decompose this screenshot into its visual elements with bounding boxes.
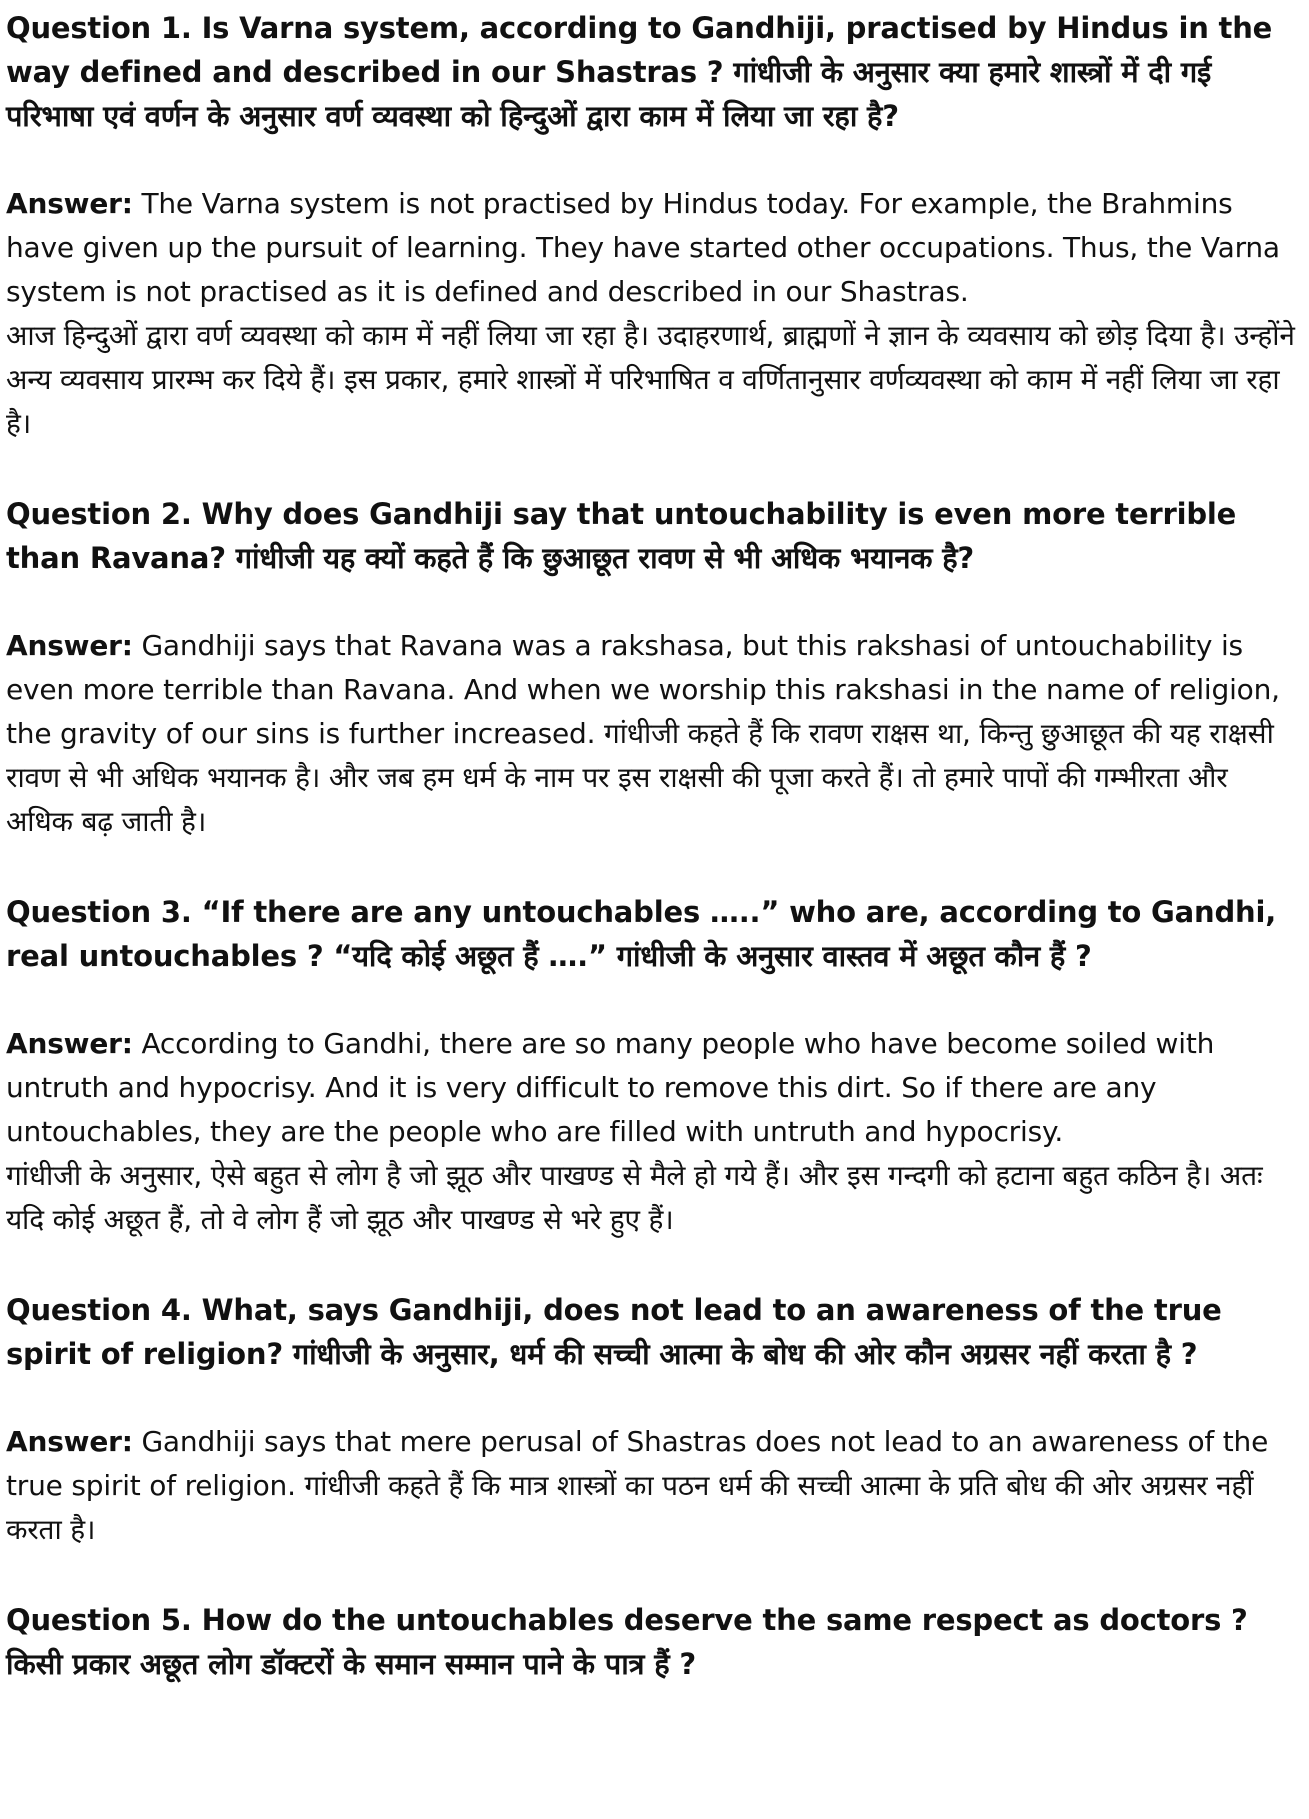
qa-block-5 bbox=[6, 1598, 1302, 1686]
answer-label: Answer: bbox=[6, 1425, 133, 1458]
answer-label: Answer: bbox=[6, 1027, 133, 1060]
question-1: Question 1. Is Varna system, according to Gandhiji, practised by Hindus in the way defined and described in our Shastras ? गांधीजी के अनुसार क्या हमारे शास्त्रों में दी गई परिभाषा एवं वर्णन के अनुसार वर्ण व्यवस्था को हिन्दुओं द्वारा काम में लिया जा रहा है? bbox=[6, 11, 1273, 133]
question-2: Question 2. Why does Gandhiji say that untouchability is even more terrible than Ravana? गांधीजी यह क्यों कहते हैं कि छुआछूत रावण से भी अधिक भयानक है? bbox=[6, 497, 1237, 575]
answer-english: The Varna system is not practised by Hindus today. For example, the Brahmins have given up the pursuit of learning. They have started other occupations. Thus, the Varna system is not practised as it is defined and described in our Shastras. bbox=[6, 187, 1280, 308]
document-page bbox=[6, 6, 1302, 1686]
answer-4 bbox=[6, 1420, 1302, 1552]
answer-english: Gandhiji says that Ravana was a rakshasa, but this rakshasi of untouchability is even more terrible than Ravana. And when we worship this rakshasi in the name of religion, the gravity of our sins is further increased. bbox=[6, 629, 1280, 750]
question-5: Question 5. How do the untouchables deserve the same respect as doctors ? किसी प्रकार अछूत लोग डॉक्टरों के समान सम्मान पाने के पात्र हैं ? bbox=[6, 1603, 1248, 1681]
answer-hindi: गांधीजी कहते हैं कि रावण राक्षस था, किन्तु छुआछूत की यह राक्षसी रावण से भी अधिक भयानक है। और जब हम धर्म के नाम पर इस राक्षसी की पूजा करते हैं। तो हमारे पापों की गम्भीरता और अधिक बढ़ जाती है। bbox=[6, 717, 1274, 838]
qa-block-1 bbox=[6, 6, 1302, 446]
qa-block-2 bbox=[6, 492, 1302, 844]
answer-2 bbox=[6, 624, 1302, 844]
answer-english: According to Gandhi, there are so many people who have become soiled with untruth and hypocrisy. And it is very difficult to remove this dirt. So if there are any untouchables, they are the people who are filled with untruth and hypocrisy. bbox=[6, 1027, 1215, 1148]
answer-1 bbox=[6, 182, 1302, 446]
answer-label: Answer: bbox=[6, 629, 133, 662]
answer-english: Gandhiji says that mere perusal of Shastras does not lead to an awareness of the true spirit of religion. bbox=[6, 1425, 1269, 1502]
qa-block-3 bbox=[6, 890, 1302, 1242]
question-3: Question 3. “If there are any untouchables …..” who are, according to Gandhi, real untouchables ? “यदि कोई अछूत हैं ….” गांधीजी के अनुसार वास्तव में अछूत कौन हैं ? bbox=[6, 895, 1277, 973]
answer-hindi: गांधीजी के अनुसार, ऐसे बहुत से लोग है जो झूठ और पाखण्ड से मैले हो गये हैं। और इस गन्दगी को हटाना बहुत कठिन है। अतः यदि कोई अछूत हैं, तो वे लोग हैं जो झूठ और पाखण्ड से भरे हुए हैं। bbox=[6, 1159, 1263, 1236]
qa-block-4 bbox=[6, 1288, 1302, 1552]
answer-label: Answer: bbox=[6, 187, 133, 220]
answer-hindi: गांधीजी कहते हैं कि मात्र शास्त्रों का पठन धर्म की सच्ची आत्मा के प्रति बोध की ओर अग्रसर नहीं करता है। bbox=[6, 1469, 1254, 1546]
answer-hindi: आज हिन्दुओं द्वारा वर्ण व्यवस्था को काम में नहीं लिया जा रहा है। उदाहरणार्थ, ब्राह्मणों ने ज्ञान के व्यवसाय को छोड़ दिया है। उन्होंने अन्य व्यवसाय प्रारम्भ कर दिये हैं। इस प्रकार, हमारे शास्त्रों में परिभाषित व वर्णितानुसार वर्णव्यवस्था को काम में नहीं लिया जा रहा है। bbox=[6, 319, 1295, 440]
question-4: Question 4. What, says Gandhiji, does not lead to an awareness of the true spirit of religion? गांधीजी के अनुसार, धर्म की सच्ची आत्मा के बोध की ओर कौन अग्रसर नहीं करता है ? bbox=[6, 1293, 1222, 1371]
answer-3 bbox=[6, 1022, 1302, 1242]
